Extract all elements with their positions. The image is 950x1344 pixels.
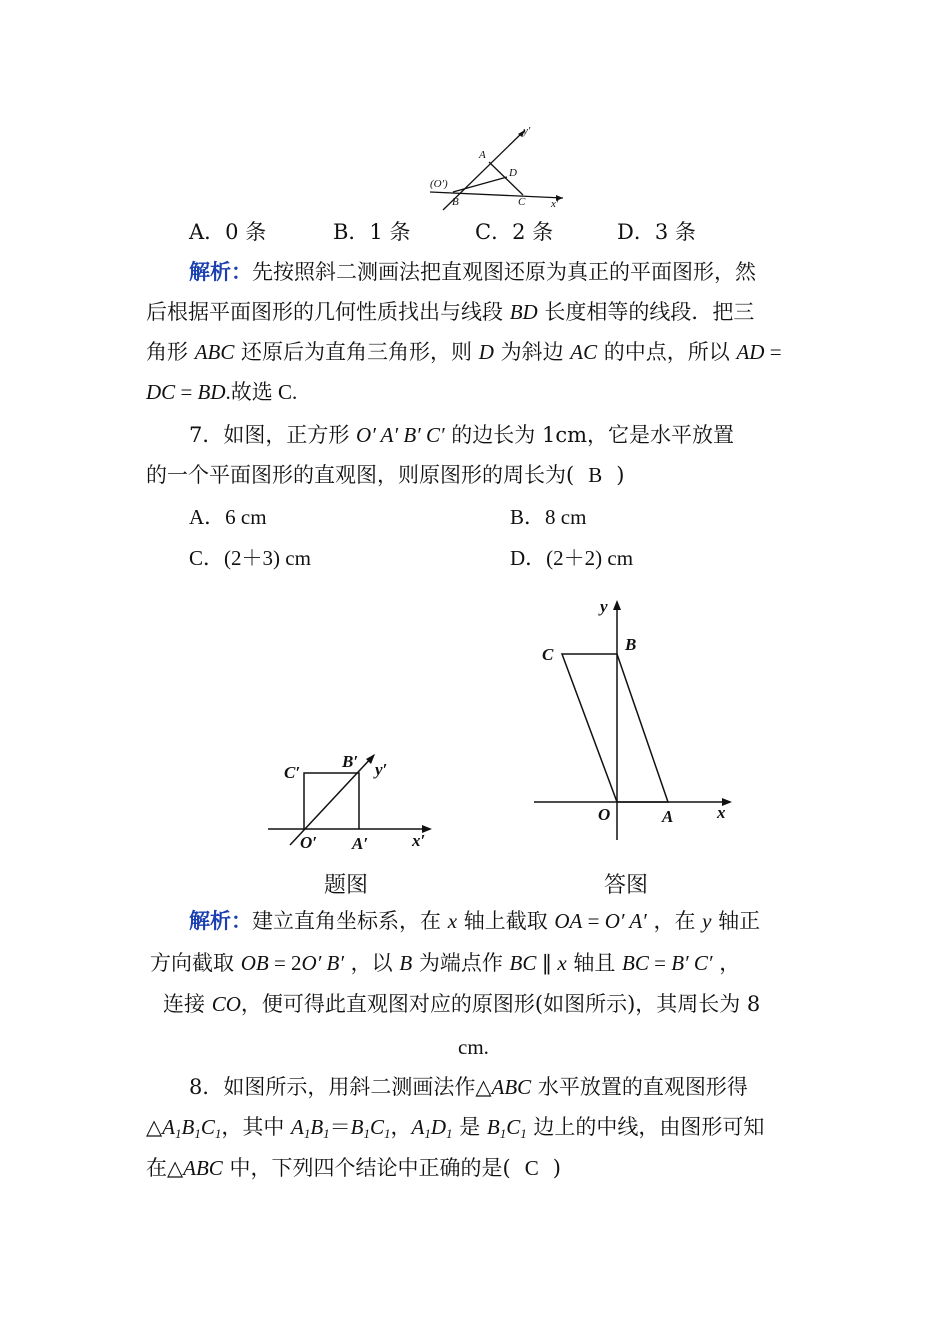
label-x: x′ bbox=[551, 198, 559, 210]
label-b: B bbox=[452, 196, 459, 208]
figure-q7-answer bbox=[530, 590, 740, 840]
q7-option-c: C．(2＋3) cm bbox=[189, 546, 311, 570]
parallelogram-oabc bbox=[562, 654, 668, 802]
q8-stem-line-2: $\triangle A_1B_1C_1$，其中 $A_1B_1=B_1C_1$，$A_1D_1$ 是 $B_1C_1$ 边上的中线，由图形可知 bbox=[146, 1115, 765, 1141]
q7-stem-line-1: 7．如图，正方形 O′ A′ B′ C′ 的边长为 1cm，它是水平放置 bbox=[189, 423, 735, 447]
q6-option-c: C．2 条 bbox=[475, 220, 554, 244]
label-y: y′ bbox=[523, 125, 531, 137]
q8-stem-line-1: 8．如图所示，用斜二测画法作△ABC 水平放置的直观图形得 bbox=[189, 1075, 748, 1099]
q8-stem-line-3: 在△ABC 中，下列四个结论中正确的是( C ) bbox=[146, 1156, 561, 1180]
label-c: C bbox=[518, 196, 526, 208]
q7-option-d: D．(2＋2) cm bbox=[510, 546, 634, 570]
analysis-label: 解析： bbox=[189, 908, 252, 933]
label-a: A bbox=[662, 807, 674, 826]
label-o: O′ bbox=[300, 833, 318, 852]
q7-analysis-line-3: 连接 CO，便可得此直观图对应的原图形(如图所示)，其周长为 8 bbox=[163, 992, 761, 1016]
label-c: C′ bbox=[284, 763, 301, 782]
q7-analysis-line-1: 解析：建立直角坐标系，在 x 轴上截取 OA = O′ A′ ，在 y 轴正 bbox=[189, 908, 761, 933]
label-a: A bbox=[479, 149, 486, 161]
q6-option-a: A．0 条 bbox=[189, 220, 267, 244]
label-c: C bbox=[542, 645, 554, 664]
q6-analysis-line-3: 角形 ABC 还原后为直角三角形，则 D 为斜边 AC 的中点，所以 AD = bbox=[146, 340, 782, 364]
y-axis bbox=[290, 755, 374, 845]
caption-answer-figure: 答图 bbox=[604, 873, 649, 898]
caption-problem-figure: 题图 bbox=[324, 873, 369, 898]
label-b: B′ bbox=[342, 752, 359, 771]
q7-stem-line-2: 的一个平面图形的直观图，则原图形的周长为( B ) bbox=[146, 463, 625, 487]
figure-q7-problem bbox=[262, 745, 442, 860]
q7-option-b: B．8 cm bbox=[510, 505, 587, 529]
q6-analysis-line-1: 解析：先按照斜二测画法把直观图还原为真正的平面图形，然 bbox=[189, 259, 756, 284]
q8-answer: C bbox=[524, 1156, 539, 1180]
q7-analysis-line-2: 方向截取 OB = 2O′ B′ ，以 B 为端点作 BC ∥ x 轴且 BC = B′ C′ ， bbox=[150, 951, 741, 975]
label-x: x bbox=[717, 803, 726, 822]
q6-option-d: D．3 条 bbox=[617, 220, 696, 244]
label-o: (O′) bbox=[430, 178, 448, 190]
label-y: y bbox=[600, 597, 608, 616]
y-arrow bbox=[613, 600, 621, 610]
label-o: O bbox=[598, 805, 611, 824]
q7-answer: B bbox=[588, 463, 603, 487]
figure-q6 bbox=[425, 120, 575, 215]
x-axis bbox=[430, 192, 563, 198]
segment-bd bbox=[453, 177, 507, 192]
q7-analysis-line-4: cm. bbox=[458, 1035, 489, 1059]
label-y: y′ bbox=[375, 760, 388, 779]
q7-option-a: A．6 cm bbox=[189, 505, 267, 529]
segment-ac bbox=[489, 162, 523, 195]
label-x: x′ bbox=[412, 831, 426, 850]
q6-analysis-line-4: DC = BD.故选 C. bbox=[146, 380, 298, 404]
label-b: B bbox=[625, 635, 637, 654]
q6-analysis-line-2: 后根据平面图形的几何性质找出与线段 BD 长度相等的线段．把三 bbox=[146, 300, 755, 324]
analysis-label: 解析： bbox=[189, 259, 252, 284]
label-a: A′ bbox=[352, 834, 369, 853]
q6-option-b: B．1 条 bbox=[333, 220, 411, 244]
label-d: D bbox=[509, 167, 517, 179]
